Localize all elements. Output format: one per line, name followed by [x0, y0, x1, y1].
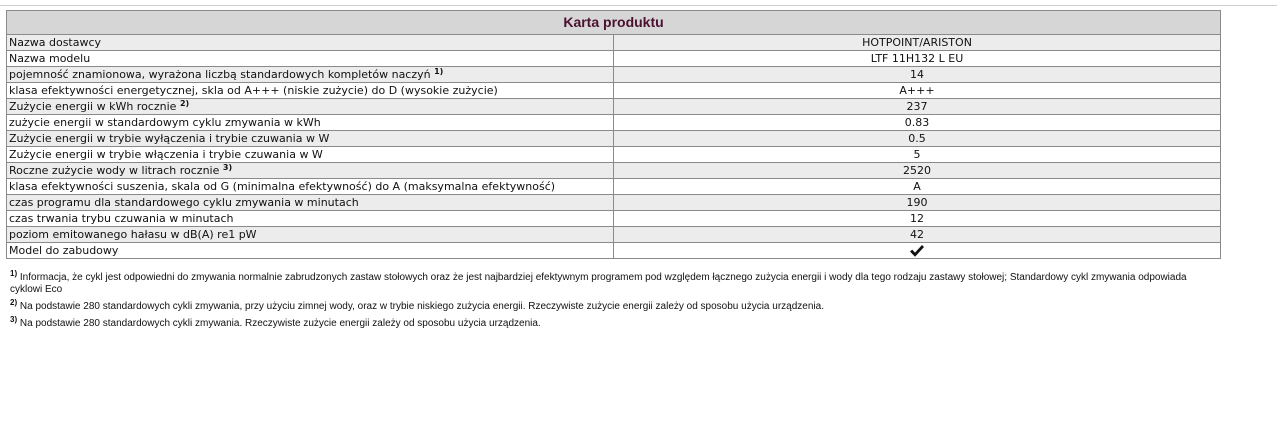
- row-label-cell: [7, 163, 614, 179]
- row-value-cell: [614, 131, 1221, 147]
- checkmark-icon: [909, 244, 925, 258]
- row-value-cell: [614, 179, 1221, 195]
- table-row: [7, 51, 1221, 67]
- table-row: [7, 163, 1221, 179]
- card-title: Karta produktu: [7, 11, 1221, 35]
- row-value-cell: [614, 243, 1221, 259]
- footnote-marker: 1): [434, 67, 444, 76]
- row-label: Zużycie energii w trybie wyłączenia i trybie czuwania w W: [9, 132, 330, 145]
- table-header-row: [7, 11, 1221, 35]
- row-value: A: [913, 180, 921, 193]
- row-label: klasa efektywności energetycznej, skla od A+++ (niskie zużycie) do D (wysokie zużycie): [9, 84, 498, 97]
- row-value: 2520: [903, 164, 931, 177]
- footnote-text: Na podstawie 280 standardowych cykli zmywania, przy użyciu zimnej wody, oraz w trybie niskiego zużycia energii. Rzeczywiste zużycie energii zależy od sposobu użycia urządzenia.: [19, 301, 824, 312]
- product-card: [6, 10, 1221, 259]
- row-label: czas programu dla standardowego cyklu zmywania w minutach: [9, 196, 359, 209]
- top-border: [0, 0, 1277, 6]
- footnote-marker: 3): [222, 163, 233, 172]
- row-value-cell: [614, 99, 1221, 115]
- table-row: [7, 243, 1221, 259]
- footnote-text: Na podstawie 280 standardowych cykli zmywania. Rzeczywiste zużycie energii zależy od sposobu użycia urządzenia.: [19, 318, 541, 329]
- table-row: [7, 83, 1221, 99]
- row-value-cell: [614, 35, 1221, 51]
- table-row: [7, 227, 1221, 243]
- footnote-number: 1): [10, 269, 18, 278]
- row-value-cell: [614, 163, 1221, 179]
- row-value: LTF 11H132 L EU: [870, 52, 964, 65]
- footnotes: [10, 269, 1210, 335]
- row-value: 14: [910, 68, 924, 81]
- row-label-cell: [7, 35, 614, 51]
- row-label-cell: [7, 99, 614, 115]
- footnote-marker: 2): [179, 99, 190, 108]
- row-value: 5: [913, 148, 921, 161]
- row-value-cell: [614, 67, 1221, 83]
- row-label: Model do zabudowy: [9, 244, 119, 257]
- row-value: 237: [906, 100, 928, 113]
- row-value-cell: [614, 211, 1221, 227]
- row-value: 0.83: [904, 116, 930, 129]
- row-value-cell: [614, 115, 1221, 131]
- row-label-cell: [7, 115, 614, 131]
- footnote: [10, 269, 1210, 296]
- footnote: [10, 315, 1210, 330]
- table-row: [7, 67, 1221, 83]
- footnote-text: Informacja, że cykl jest odpowiedni do zmywania normalnie zabrudzonych zastaw stołowych oraz że jest najbardziej efektywnym programem pod względem łącznego zużycia energii i wody dla tego rodzaju zastawy stołowej; Standardowy cykl zmywania odpowiada cyklowi Eco: [10, 272, 1187, 295]
- row-label: Zużycie energii w kWh rocznie: [9, 100, 177, 113]
- row-label: klasa efektywności suszenia, skala od G (minimalna efektywność) do A (maksymalna efektywność): [9, 180, 556, 193]
- table-row: [7, 131, 1221, 147]
- row-label-cell: [7, 227, 614, 243]
- row-value-cell: [614, 195, 1221, 211]
- table-row: [7, 147, 1221, 163]
- row-value-cell: [614, 83, 1221, 99]
- table-row: [7, 195, 1221, 211]
- row-label: pojemność znamionowa, wyrażona liczbą standardowych kompletów naczyń: [9, 68, 431, 81]
- row-value-cell: [614, 227, 1221, 243]
- row-value: 12: [910, 212, 924, 225]
- row-label: Zużycie energii w trybie włączenia i trybie czuwania w W: [9, 148, 323, 161]
- row-value: 0.5: [908, 132, 926, 145]
- row-label-cell: [7, 179, 614, 195]
- table-row: [7, 211, 1221, 227]
- row-label-cell: [7, 51, 614, 67]
- row-label: zużycie energii w standardowym cyklu zmywania w kWh: [9, 116, 321, 129]
- row-label-cell: [7, 131, 614, 147]
- row-label-cell: [7, 195, 614, 211]
- row-label: czas trwania trybu czuwania w minutach: [9, 212, 234, 225]
- row-value: 42: [910, 228, 924, 241]
- row-value-cell: [614, 147, 1221, 163]
- row-value: A+++: [899, 84, 935, 97]
- row-value-cell: [614, 51, 1221, 67]
- row-label: Nazwa dostawcy: [9, 36, 102, 49]
- row-label-cell: [7, 243, 614, 259]
- row-label: Nazwa modelu: [9, 52, 91, 65]
- row-label: Roczne zużycie wody w litrach rocznie: [9, 164, 220, 177]
- footnote-number: 3): [10, 315, 18, 324]
- row-label-cell: [7, 147, 614, 163]
- table-row: [7, 179, 1221, 195]
- row-label-cell: [7, 67, 614, 83]
- table-row: [7, 115, 1221, 131]
- footnote: [10, 298, 1210, 313]
- row-value: 190: [906, 196, 928, 209]
- table-row: [7, 99, 1221, 115]
- row-label: poziom emitowanego hałasu w dB(A) re1 pW: [9, 228, 257, 241]
- row-label-cell: [7, 83, 614, 99]
- footnote-number: 2): [10, 298, 18, 307]
- table-row: [7, 35, 1221, 51]
- row-label-cell: [7, 211, 614, 227]
- product-card-table: [6, 10, 1221, 259]
- row-value: HOTPOINT/ARISTON: [862, 36, 972, 49]
